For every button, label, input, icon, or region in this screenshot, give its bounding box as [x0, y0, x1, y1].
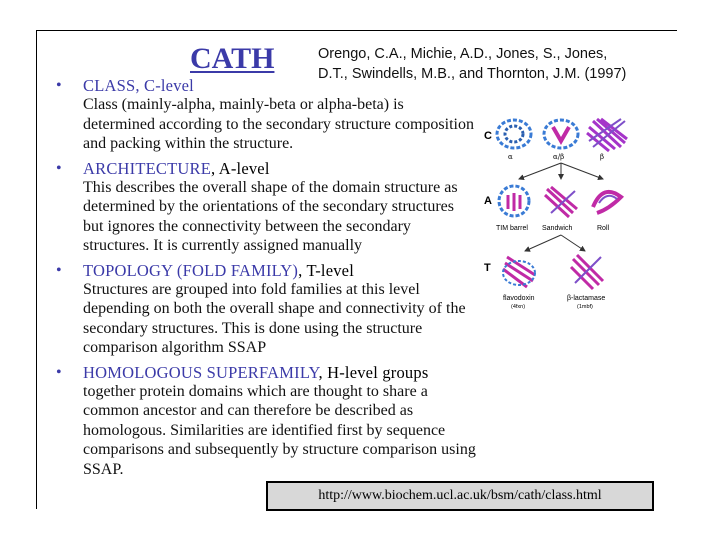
bullet-text: This describes the overall shape of the domain structure as determined by the orientations of the secondary structures but ignores the connectivity between the secondary structures. It is currently assigned manually: [83, 178, 458, 254]
topology-label-beta-lactamase: β-lactamase: [567, 295, 606, 302]
class-label-alpha: α: [508, 153, 513, 161]
arch-label-tim-barrel: TIM barrel: [496, 225, 528, 232]
bullet-heading: CLASS, C-level: [83, 76, 194, 95]
topology-id-beta-lactamase: (1mbf): [577, 304, 593, 310]
bullet-text: Class (mainly-alpha, mainly-beta or alpha-beta) is determined according to the secondary structure composition and packing within the structure.: [83, 96, 474, 152]
bullet-list: [56, 76, 476, 484]
cath-hierarchy-diagram: [481, 117, 667, 321]
bullet-text: together protein domains which are thought to share a common ancestor and can therefore be described as homologous. Similarities are identified first by sequence comparisons and subsequently by structure comparison using SSAP.: [83, 382, 476, 478]
citation-line-2: D.T., Swindells, M.B., and Thornton, J.M. (1997): [318, 66, 627, 82]
row-label-c: C: [484, 130, 492, 142]
topology-flavodoxin-structure: [503, 257, 535, 287]
class-beta-structure: [587, 119, 627, 151]
arch-sandwich-structure: [545, 187, 577, 217]
cath-url-link[interactable]: http://www.biochem.ucl.ac.uk/bsm/cath/class.html: [266, 481, 654, 511]
arch-tim-barrel-structure: [499, 186, 529, 216]
citation-line-1: Orengo, C.A., Michie, A.D., Jones, S., Jones,: [318, 46, 608, 62]
bullet-topology: [56, 261, 476, 358]
topology-id-flavodoxin: (4fxn): [511, 304, 526, 310]
topology-beta-lactamase-structure: [571, 255, 603, 289]
bullet-homologous-superfamily: [56, 363, 476, 480]
bullet-heading: HOMOLOGOUS SUPERFAMILY, H-level groups: [83, 362, 429, 382]
slide-title: CATH: [190, 42, 275, 75]
bullet-class: [56, 76, 476, 154]
bullet-text: Structures are grouped into fold families at this level depending on both the overall shape and connectivity of the secondary structures. This is done using the structure comparison algorithm SSAP: [83, 280, 466, 356]
row-label-a: A: [484, 195, 492, 207]
topology-label-flavodoxin: flavodoxin: [503, 295, 535, 302]
bullet-heading: ARCHITECTURE, A-level: [83, 158, 270, 178]
arch-label-sandwich: Sandwich: [542, 225, 573, 232]
cath-hierarchy-figure: [481, 117, 667, 321]
bullet-heading: TOPOLOGY (FOLD FAMILY), T-level: [83, 260, 354, 280]
bullet-dot-icon: •: [56, 261, 62, 279]
a-to-t-arrows: [525, 235, 585, 251]
bullet-dot-icon: •: [56, 363, 62, 381]
arch-label-roll: Roll: [597, 225, 610, 232]
class-alpha-structure: [497, 120, 531, 148]
c-to-a-arrows: [519, 163, 603, 179]
arch-roll-structure: [593, 192, 621, 213]
class-alpha-beta-structure: [544, 120, 578, 148]
bullet-dot-icon: •: [56, 77, 62, 94]
row-label-t: T: [484, 262, 491, 274]
bullet-architecture: [56, 159, 476, 256]
class-label-beta: β: [600, 153, 605, 161]
bullet-dot-icon: •: [56, 159, 62, 177]
class-label-alpha-beta: α/β: [553, 153, 565, 161]
